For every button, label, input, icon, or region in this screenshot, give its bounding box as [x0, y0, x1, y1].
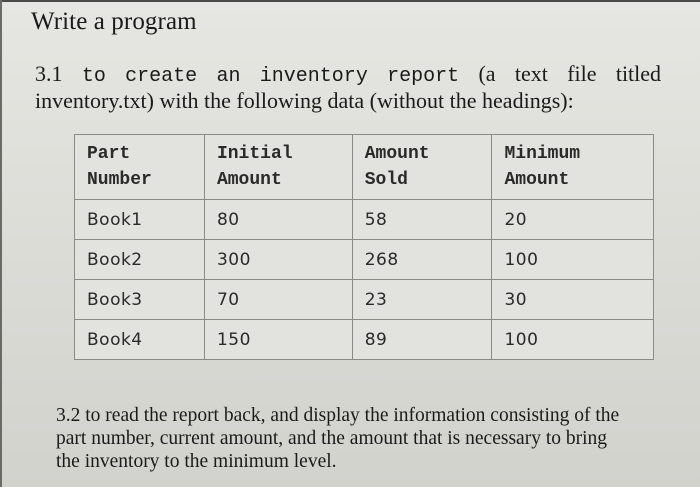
instruction-line-2: inventory.txt) with the following data (without the headings):	[35, 88, 574, 113]
cell-part-number: Book4	[75, 320, 205, 360]
inventory-table	[74, 134, 654, 360]
table-row	[75, 200, 654, 240]
header-text: Sold	[364, 170, 408, 190]
cell-amount-sold: 89	[352, 320, 492, 360]
instruction-line-1	[35, 60, 661, 90]
header-text: Part	[87, 144, 131, 164]
instruction-word: (a	[478, 61, 496, 86]
cell-amount-sold: 23	[352, 280, 492, 320]
instruction-word: file	[567, 61, 597, 86]
table-row	[75, 320, 654, 360]
instruction-word: titled	[615, 61, 662, 86]
cell-part-number: Book1	[75, 200, 205, 240]
instruction-part-2	[56, 404, 634, 473]
cell-part-number: Book2	[75, 240, 205, 280]
cell-minimum-amount: 30	[492, 280, 654, 320]
header-text: Amount	[364, 144, 430, 164]
step-number: 3.2	[56, 405, 81, 426]
cell-amount-sold: 268	[352, 240, 492, 280]
cell-part-number: Book3	[75, 280, 205, 320]
table-row	[75, 240, 654, 280]
instruction-word: create	[125, 65, 198, 88]
header-text: Minimum	[504, 144, 581, 164]
cell-initial-amount: 80	[204, 200, 352, 240]
table-header-row	[75, 135, 654, 200]
top-border	[0, 0, 700, 2]
table-row	[75, 280, 654, 320]
cell-initial-amount: 150	[204, 320, 352, 360]
cell-minimum-amount: 100	[492, 240, 654, 280]
page-title: Write a program	[31, 8, 197, 35]
header-part-number	[75, 135, 205, 200]
step-number: 3.1	[35, 61, 63, 86]
header-text: Amount	[504, 170, 570, 190]
cell-minimum-amount: 20	[492, 200, 654, 240]
cell-initial-amount: 70	[204, 280, 352, 320]
instruction-word: text	[514, 61, 548, 86]
instruction-word: report	[387, 65, 460, 88]
instruction-word: an	[216, 65, 241, 88]
header-text: Amount	[216, 170, 282, 190]
header-text: Number	[87, 170, 152, 190]
header-initial-amount	[204, 135, 352, 200]
header-text: Initial	[216, 144, 293, 164]
instruction-word: to	[81, 65, 106, 88]
instruction-word: inventory	[259, 65, 368, 88]
header-minimum-amount	[492, 135, 654, 200]
cell-amount-sold: 58	[352, 200, 492, 240]
header-amount-sold	[352, 135, 492, 200]
cell-minimum-amount: 100	[492, 320, 654, 360]
instruction-text: to read the report back, and display the information consisting of the part number, current amount, and the amount that is necessary to bring the inventory to the minimum level.	[56, 405, 620, 472]
cell-initial-amount: 300	[204, 240, 352, 280]
left-border	[0, 0, 2, 487]
